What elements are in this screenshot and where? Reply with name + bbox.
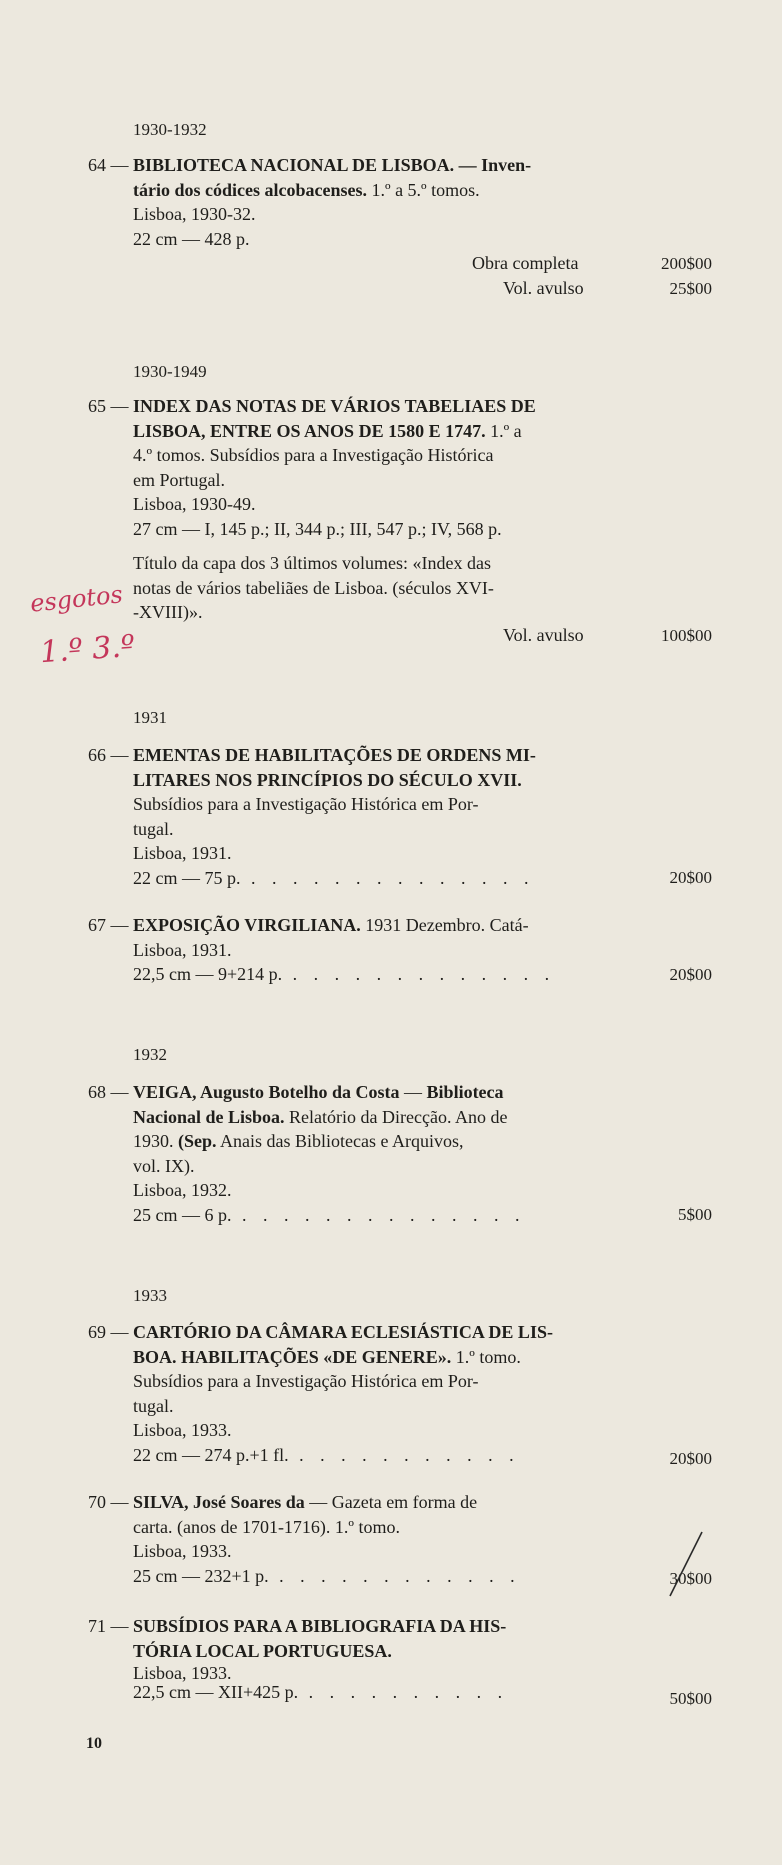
catalog-entry-69	[88, 1320, 712, 1467]
entry-title-cont: TÓRIA LOCAL PORTUGUESA.	[133, 1640, 392, 1661]
entry-text: 1.º a	[485, 420, 522, 441]
entry-place-year: Lisboa, 1933.	[133, 1420, 232, 1440]
entry-text: 1.º a 5.º tomos.	[366, 179, 480, 200]
entry-text: carta. (anos de 1701-1716). 1.º tomo.	[133, 1516, 401, 1537]
entry-text: vol. IX).	[133, 1155, 195, 1176]
entry-number: 68 —	[88, 1082, 129, 1102]
entry-text: 1931 Dezembro. Catá-	[360, 915, 529, 935]
entry-note: -XVIII)».	[133, 602, 203, 622]
entry-title-cont: LITARES NOS PRINCÍPIOS DO SÉCULO XVII.	[133, 769, 522, 790]
entry-place-year: Lisboa, 1930-49.	[133, 494, 256, 514]
leader-dots: . . . . . . . . . . . . .	[282, 964, 556, 984]
handwritten-check-mark	[666, 1530, 706, 1600]
page-number: 10	[86, 1735, 102, 1752]
leader-dots: . . . . . . . . . . . . . .	[240, 867, 535, 888]
entry-place-year: Lisboa, 1933.	[133, 1541, 232, 1561]
entry-size-pages: 22,5 cm — 9+214 p.	[133, 964, 283, 984]
entry-number: 65 —	[88, 396, 129, 416]
catalog-entry-67	[88, 913, 712, 987]
entry-number: 69 —	[88, 1322, 129, 1342]
entry-separator: —	[399, 1082, 427, 1102]
entry-title: EMENTAS DE HABILITAÇÕES DE ORDENS MI-	[133, 745, 536, 765]
entry-price-label: Vol. avulso	[503, 278, 584, 298]
entry-text: (Sep.	[178, 1131, 217, 1151]
entry-text: 1.º tomo.	[451, 1346, 521, 1367]
entry-price: 200$00	[661, 254, 712, 273]
entry-title: SUBSÍDIOS PARA A BIBLIOGRAFIA DA HIS-	[133, 1616, 507, 1636]
entry-price: 20$00	[669, 868, 712, 887]
entry-size-pages: 27 cm — I, 145 p.; II, 344 p.; III, 547 p.; IV, 568 p.	[133, 518, 502, 539]
entry-text: em Portugal.	[133, 469, 225, 490]
entry-title: BIBLIOTECA NACIONAL DE LISBOA. — Inven-	[133, 155, 532, 175]
entry-title: Biblioteca	[426, 1082, 504, 1102]
entry-author: VEIGA, Augusto Botelho da Costa	[133, 1082, 400, 1102]
entry-number: 66 —	[88, 745, 129, 765]
entry-text: 1930.	[133, 1131, 178, 1151]
section-year: 1930-1932	[133, 120, 207, 139]
entry-price: 25$00	[669, 279, 712, 298]
catalog-entry-70	[88, 1490, 712, 1588]
entry-text: tugal.	[133, 818, 174, 839]
entry-note: Título da capa dos 3 últimos volumes: «Index das	[133, 553, 491, 573]
entry-title-cont: tário dos códices alcobacenses.	[133, 179, 367, 200]
catalog-entry-64	[88, 153, 712, 298]
section-year: 1933	[133, 1286, 167, 1305]
entry-place-year: Lisboa, 1930-32.	[133, 204, 256, 224]
entry-title: INDEX DAS NOTAS DE VÁRIOS TABELIAES DE	[133, 396, 536, 416]
entry-number: 70 —	[88, 1492, 129, 1512]
catalog-entry-66	[88, 743, 712, 890]
section-year: 1930-1949	[133, 362, 207, 381]
entry-title: CARTÓRIO DA CÂMARA ECLESIÁSTICA DE LIS-	[133, 1322, 553, 1342]
entry-price: 30$00	[669, 1569, 712, 1588]
entry-number: 64 —	[88, 155, 129, 175]
section-year: 1931	[133, 708, 167, 727]
entry-text: Anais das Bibliotecas e Arquivos,	[216, 1131, 464, 1151]
catalog-entry-65	[88, 394, 712, 645]
leader-dots: . . . . . . . . . . . .	[268, 1565, 521, 1586]
entry-text: — Gazeta em forma de	[304, 1492, 478, 1512]
entry-price: 20$00	[669, 965, 712, 984]
entry-size-pages: 25 cm — 232+1 p.	[133, 1565, 269, 1586]
handwritten-note: esgotos	[28, 580, 124, 618]
entry-size-pages: 22 cm — 274 p.+1 fl.	[133, 1444, 289, 1465]
entry-size-pages: 25 cm — 6 p.	[133, 1204, 232, 1225]
entry-price: 100$00	[661, 626, 712, 645]
entry-price-label: Vol. avulso	[503, 625, 584, 645]
entry-text: Subsídios para a Investigação Histórica em Por-	[133, 1371, 479, 1391]
entry-text: Relatório da Direcção. Ano de	[284, 1106, 508, 1127]
entry-title-cont: LISBOA, ENTRE OS ANOS DE 1580 E 1747.	[133, 420, 486, 441]
entry-price-label: Obra completa	[472, 253, 579, 273]
entry-number: 71 —	[88, 1616, 129, 1636]
entry-place-year: Lisboa, 1931.	[133, 843, 232, 863]
entry-title: EXPOSIÇÃO VIRGILIANA.	[133, 915, 361, 935]
entry-place-year: Lisboa, 1933.	[133, 1663, 232, 1683]
entry-note: notas de vários tabeliães de Lisboa. (séculos XVI-	[133, 577, 494, 598]
entry-place-year: Lisboa, 1931.	[133, 939, 232, 960]
entry-text: Subsídios para a Investigação Histórica em Por-	[133, 794, 479, 814]
entry-price: 5$00	[678, 1205, 712, 1224]
catalog-entry-71	[88, 1614, 712, 1708]
entry-title-cont: BOA. HABILITAÇÕES «DE GENERE».	[133, 1346, 452, 1367]
leader-dots: . . . . . . . . . .	[298, 1681, 509, 1702]
catalog-entry-68	[88, 1080, 712, 1227]
section-year: 1932	[133, 1045, 167, 1064]
entry-text: tugal.	[133, 1395, 174, 1416]
entry-number: 67 —	[88, 915, 129, 935]
leader-dots: . . . . . . . . . . .	[288, 1444, 520, 1465]
entry-author: SILVA, José Soares da	[133, 1492, 305, 1512]
entry-price: 50$00	[669, 1689, 712, 1708]
entry-size-pages: 22 cm — 75 p.	[133, 867, 241, 888]
handwritten-note: 1.º 3.º	[38, 628, 137, 671]
entry-size-pages: 22 cm — 428 p.	[133, 228, 250, 249]
entry-price: 20$00	[669, 1449, 712, 1468]
leader-dots: . . . . . . . . . . . . . .	[231, 1204, 526, 1225]
entry-place-year: Lisboa, 1932.	[133, 1180, 232, 1200]
entry-text: 4.º tomos. Subsídios para a Investigação Histórica	[133, 445, 494, 465]
entry-size-pages: 22,5 cm — XII+425 p.	[133, 1681, 299, 1702]
entry-title-cont: Nacional de Lisboa.	[133, 1106, 285, 1127]
